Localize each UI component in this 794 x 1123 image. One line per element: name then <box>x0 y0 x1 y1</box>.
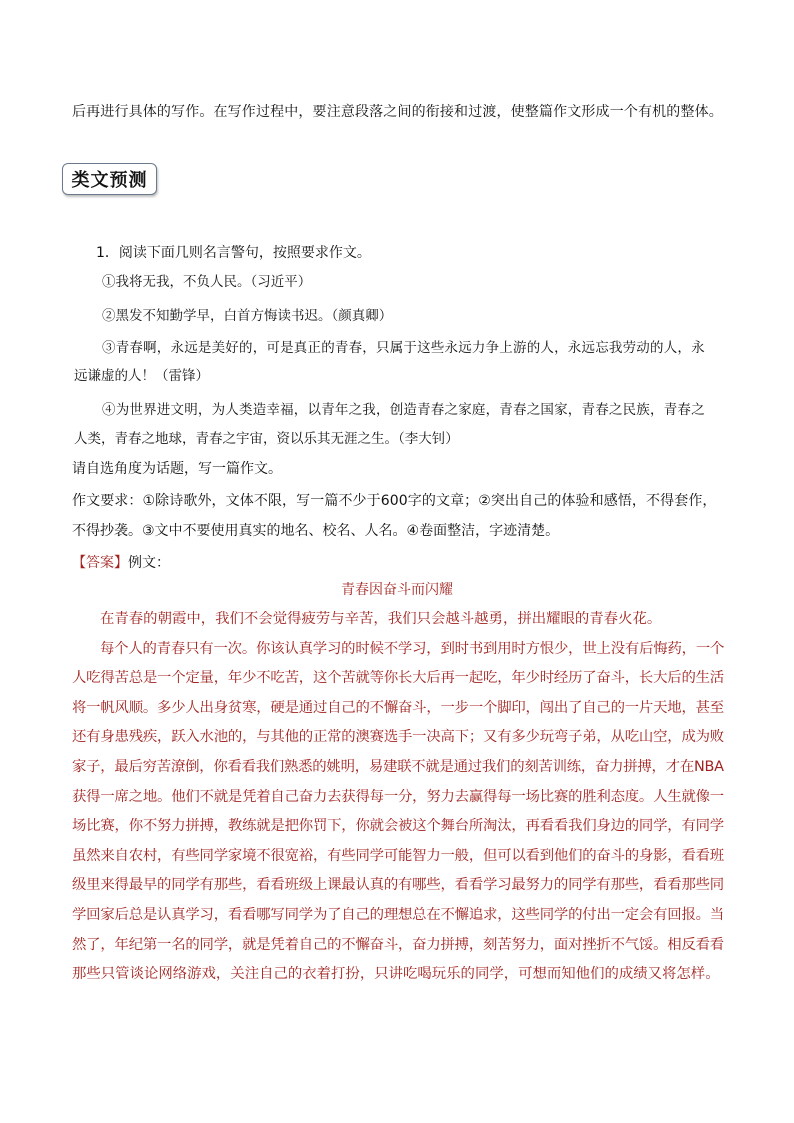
essay-line: 还有身患残疾，跃入水池的，与其他的正常的澳赛选手一决高下；又有多少玩弯子弟，从吃山空，成为败 <box>72 729 724 746</box>
essay-line: 人吃得苦总是一个定量，年少不吃苦，这个苦就等你长大后再一起吃，年少时经历了奋斗，长大后的生活 <box>72 670 724 687</box>
essay-line: 虽然来自农村，有些同学家境不很宽裕，有些同学可能智力一般，但可以看到他们的奋斗的身影，看看班 <box>72 847 724 864</box>
quote-3-line-2: 远谦虚的人！（雷锋） <box>74 368 209 384</box>
essay-line: 级里来得最早的同学有那些，看看班级上课最认真的有哪些，看看学习最努力的同学有那些，看看那些同 <box>72 877 724 894</box>
quote-3-line-1: ③青春啊，永远是美好的，可是真正的青春，只属于这些永远力争上游的人，永远忘我劳动的人，永 <box>102 340 705 356</box>
section-heading-box <box>62 163 157 195</box>
essay-line: 场比赛，你不努力拼搏，教练就是把你罚下，你就会被这个舞台所淘汰，再看看我们身边的同学，有同学 <box>72 818 724 835</box>
essay-line: 那些只管谈论网络游戏，关注自己的衣着打扮，只讲吃喝玩乐的同学，可想而知他们的成绩又将怎样。 <box>72 966 720 983</box>
essay-line: 在青春的朝霞中，我们不会觉得疲劳与辛苦，我们只会越斗越勇，拼出耀眼的青春火花。 <box>100 611 662 627</box>
instruction: 请自选角度为话题，写一篇作文。 <box>72 461 282 477</box>
quote-2: ②黑发不知勤学早，白首方悔读书迟。（颜真卿） <box>102 308 393 324</box>
essay-title: 青春因奋斗而闪耀 <box>341 582 453 598</box>
lead-paragraph: 后再进行具体的写作。在写作过程中，要注意段落之间的衔接和过渡，使整篇作文形成一个有机的整体。 <box>72 104 723 120</box>
answer-label-row <box>72 552 170 572</box>
section-heading: 类文预测 <box>71 170 148 191</box>
question-intro: 1．阅读下面几则名言警句，按照要求作文。 <box>96 245 371 261</box>
essay-line: 家子，最后穷苦潦倒，你看看我们熟悉的姚明，易建联不就是通过我们的刻苦训练，奋力拼搏，才在NBA <box>72 758 724 775</box>
essay-line: 获得一席之地。他们不就是凭着自己奋力去获得每一分，努力去赢得每一场比赛的胜利态度。人生就像一 <box>72 788 724 805</box>
answer-tag: 【答案】 <box>72 555 128 571</box>
essay-line: 学回家后总是认真学习，看看哪写同学为了自己的理想总在不懈追求，这些同学的付出一定会有回报。当 <box>72 906 724 923</box>
essay-line: 每个人的青春只有一次。你该认真学习的时候不学习，到时书到用时方恨少，世上没有后悔药，一个 <box>100 640 725 657</box>
essay-body <box>72 605 724 990</box>
requirements-line-1: 作文要求：①除诗歌外，文体不限，写一篇不少于600字的文章；②突出自己的体验和感悟，不得套作， <box>72 493 717 509</box>
requirements-line-2: 不得抄袭。③文中不要使用真实的地名、校名、人名。④卷面整洁，字迹清楚。 <box>72 523 560 539</box>
essay-line: 然了，年纪第一名的同学，就是凭着自己的不懈奋斗，奋力拼搏，刻苦努力，面对挫折不气馁。相反看看 <box>72 936 724 953</box>
answer-sample-label: 例文： <box>128 555 170 571</box>
quote-4-line-2: 人类，青春之地球，青春之宇宙，资以乐其无涯之生。（李大钊） <box>74 431 459 447</box>
essay-line: 将一帆风顺。多少人出身贫寒，硬是通过自己的不懈奋斗，一步一个脚印，闯出了自己的一片天地，甚至 <box>72 699 724 716</box>
quote-4-line-1: ④为世界进文明，为人类造幸福，以青年之我，创造青春之家庭，青春之国家，青春之民族，青春之 <box>102 402 705 418</box>
quote-1: ①我将无我，不负人民。（习近平） <box>102 274 312 290</box>
